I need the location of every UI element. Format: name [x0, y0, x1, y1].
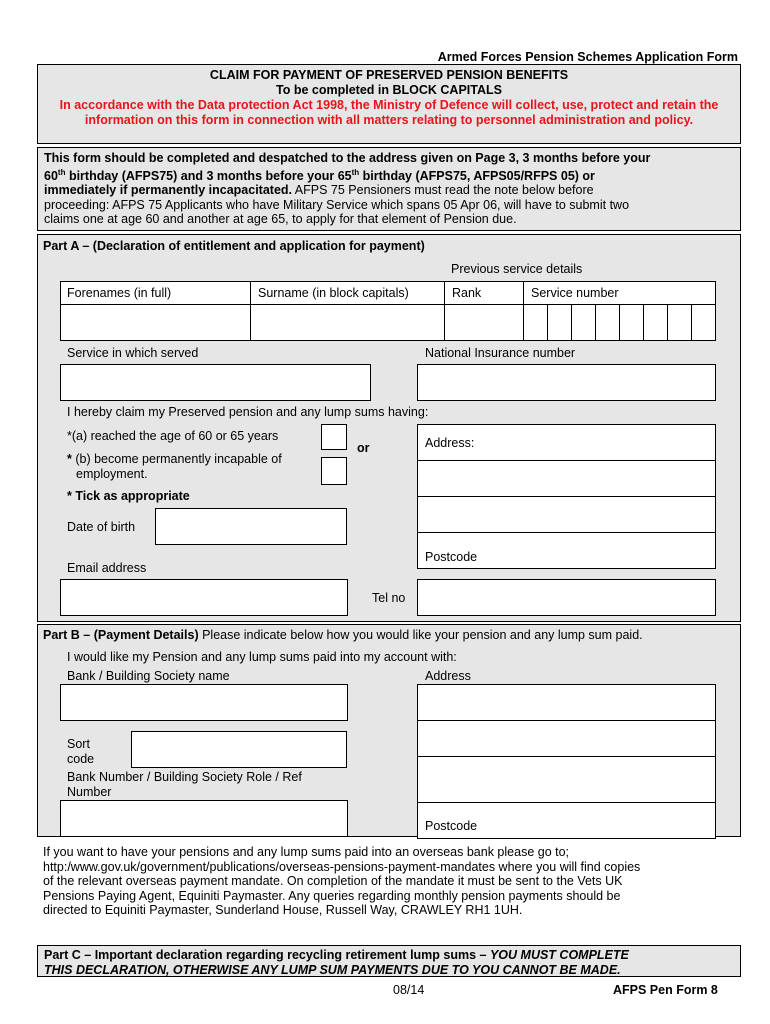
code-label: code: [67, 752, 95, 766]
tel-label: Tel no: [372, 591, 406, 605]
overseas-paragraph: If you want to have your pensions and any lump sums paid into an overseas bank please go to; http:/www.gov.uk/government/publications/overseas-pensions-payment-mandates where you will find copies of the relevant overseas payment mandate. On completion of the mandate it must be sent to the Vets UK Pensions Paying Agent, Equiniti Paymaster. Any queries regarding monthly pension payments should be directed to Equiniti Paymaster, Sunderland House, Russell Way, CRAWLEY RH1 1UH.: [43, 845, 641, 917]
option-a-label: *(a) reached the age of 60 or 65 years: [67, 429, 279, 443]
bank-name-label: Bank / Building Society name: [67, 669, 230, 683]
part-c-panel: [37, 945, 741, 977]
intro-panel: [37, 147, 741, 231]
data-protection-notice: In accordance with the Data protection Act 1998, the Ministry of Defence will collect, use, protect and retain the information on this form in connection with all matters relating to personnel administration and policy.: [59, 98, 719, 127]
part-b-heading: Part B – (Payment Details) Please indicate below how you would like your pension and any lump sum paid.: [43, 628, 643, 642]
address-line-2[interactable]: [417, 460, 716, 497]
col-surname-header: Surname (in block capitals): [250, 281, 445, 305]
sort-label: Sort: [67, 737, 90, 751]
surname-input[interactable]: [250, 304, 445, 341]
col-forenames-header: Forenames (in full): [60, 281, 251, 305]
account-text: I would like my Pension and any lump sums paid into my account with:: [67, 650, 457, 664]
ni-number-label: National Insurance number: [425, 346, 576, 360]
bank-address-line-3[interactable]: [417, 756, 716, 803]
block-capitals-note: To be completed in BLOCK CAPITALS: [276, 83, 502, 97]
address-label: Address:: [425, 436, 475, 450]
address-line-3[interactable]: [417, 496, 716, 533]
ni-number-input[interactable]: [417, 364, 716, 401]
option-b-label: * (b) become permanently incapable of: [67, 452, 282, 466]
col-service-number-header: Service number: [523, 281, 716, 305]
bank-address-line-2[interactable]: [417, 720, 716, 757]
postcode-label: Postcode: [425, 550, 478, 564]
bank-number-label-2: Number: [67, 785, 112, 799]
part-a-heading: Part A – (Declaration of entitlement and application for payment): [43, 239, 425, 253]
forenames-input[interactable]: [60, 304, 251, 341]
rank-input[interactable]: [444, 304, 524, 341]
bank-postcode-label: Postcode: [425, 819, 478, 833]
bank-address-label: Address: [425, 669, 471, 683]
service-served-input[interactable]: [60, 364, 371, 401]
col-rank-header: Rank: [444, 281, 524, 305]
email-label: Email address: [67, 561, 147, 575]
footer-form-name: AFPS Pen Form 8: [613, 983, 718, 997]
form-title: Armed Forces Pension Schemes Application Form: [437, 50, 738, 64]
option-b-label-2: employment.: [76, 467, 148, 481]
part-c-heading: Part C – Important declaration regarding recycling retirement lump sums – YOU MUST COMPLETE THIS DECLARATION, OTHERWISE ANY LUMP SUM PAYMENTS DUE TO YOU CANNOT BE MADE.: [44, 948, 629, 977]
address-line-1[interactable]: [417, 424, 716, 461]
sort-code-input[interactable]: [131, 731, 347, 768]
bank-number-label-1: Bank Number / Building Society Role / Ref: [67, 770, 302, 784]
claim-title: CLAIM FOR PAYMENT OF PRESERVED PENSION BENEFITS: [209, 68, 569, 82]
dob-label: Date of birth: [67, 520, 136, 534]
bank-address-line-1[interactable]: [417, 684, 716, 721]
bank-name-input[interactable]: [60, 684, 348, 721]
postcode-input[interactable]: [417, 532, 716, 569]
bank-number-input[interactable]: [60, 800, 348, 837]
service-served-label: Service in which served: [67, 346, 199, 360]
tick-note: * Tick as appropriate: [67, 489, 190, 503]
intro-text: This form should be completed and despatched to the address given on Page 3, 3 months before your 60th birthday (AFPS75) and 3 months before your 65th birthday (AFPS75, AFPS05/RFPS 05) or immediately if permanently incapacitated. AFPS 75 Pensioners must read the note below before proceeding: AFPS 75 Applicants who have Military Service which spans 05 Apr 06, will have to submit two claims one at age 60 and another at age 65, to apply for that element of Pension due.: [44, 151, 651, 227]
email-input[interactable]: [60, 579, 348, 616]
claim-text: I hereby claim my Preserved pension and any lump sums having:: [67, 405, 429, 419]
tel-input[interactable]: [417, 579, 716, 616]
previous-service-label: Previous service details: [451, 262, 583, 276]
footer-date: 08/14: [393, 983, 425, 997]
option-a-checkbox[interactable]: [321, 424, 347, 450]
header-panel: [37, 64, 741, 144]
service-number-input[interactable]: [523, 304, 716, 341]
or-label: or: [357, 441, 370, 455]
dob-input[interactable]: [155, 508, 347, 545]
bank-postcode-input[interactable]: [417, 802, 716, 839]
option-b-checkbox[interactable]: [321, 457, 347, 485]
